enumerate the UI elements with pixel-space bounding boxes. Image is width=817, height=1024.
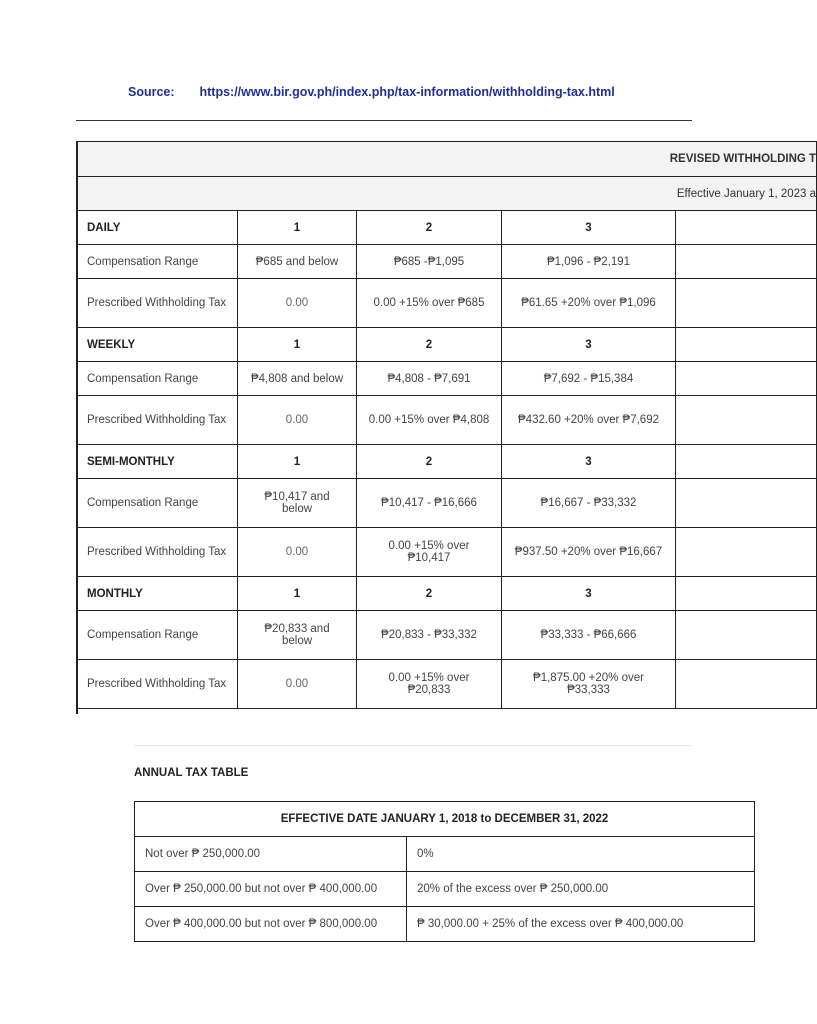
tax-cell bbox=[676, 660, 817, 709]
row-label: Prescribed Withholding Tax bbox=[77, 396, 238, 445]
row-label: Prescribed Withholding Tax bbox=[77, 528, 238, 577]
range-cell: ₱7,692 - ₱15,384 bbox=[502, 362, 676, 396]
range-cell: ₱33,333 - ₱66,666 bbox=[502, 611, 676, 660]
table-row bbox=[77, 328, 817, 362]
row-label: Prescribed Withholding Tax bbox=[77, 660, 238, 709]
tax-cell: 0.00 bbox=[238, 528, 357, 577]
range-cell: ₱20,833 and below bbox=[238, 611, 357, 660]
bracket-number: 2 bbox=[357, 211, 502, 245]
income-range-cell: Over ₱ 250,000.00 but not over ₱ 400,000.00 bbox=[135, 872, 407, 907]
range-cell bbox=[676, 245, 817, 279]
table-row bbox=[77, 660, 817, 709]
range-cell: ₱16,667 - ₱33,332 bbox=[502, 479, 676, 528]
income-range-cell: Over ₱ 400,000.00 but not over ₱ 800,000.00 bbox=[135, 907, 407, 942]
tax-cell bbox=[676, 279, 817, 328]
bracket-number: 2 bbox=[357, 328, 502, 362]
table-title-row bbox=[77, 142, 817, 177]
range-cell: ₱20,833 - ₱33,332 bbox=[357, 611, 502, 660]
source-url[interactable]: https://www.bir.gov.ph/index.php/tax-information/withholding-tax.html bbox=[199, 85, 615, 99]
table-title: REVISED WITHHOLDING T bbox=[77, 142, 817, 177]
bracket-number: 1 bbox=[238, 211, 357, 245]
range-cell: ₱4,808 and below bbox=[238, 362, 357, 396]
range-cell: ₱1,096 - ₱2,191 bbox=[502, 245, 676, 279]
table-row bbox=[77, 211, 817, 245]
table-row bbox=[135, 872, 755, 907]
table-row bbox=[77, 528, 817, 577]
table-row bbox=[77, 577, 817, 611]
bracket-cell bbox=[676, 445, 817, 479]
tax-cell: ₱432.60 +20% over ₱7,692 bbox=[502, 396, 676, 445]
withholding-table bbox=[76, 141, 817, 709]
period-label: DAILY bbox=[77, 211, 238, 245]
bracket-cell bbox=[676, 211, 817, 245]
table-row bbox=[77, 611, 817, 660]
table-effective: Effective January 1, 2023 a bbox=[77, 177, 817, 211]
table-row bbox=[135, 802, 755, 837]
bracket-number: 1 bbox=[238, 328, 357, 362]
row-label: Compensation Range bbox=[77, 479, 238, 528]
tax-cell: ₱1,875.00 +20% over ₱33,333 bbox=[502, 660, 676, 709]
range-cell bbox=[676, 479, 817, 528]
period-label: WEEKLY bbox=[77, 328, 238, 362]
tax-rate-cell: ₱ 30,000.00 + 25% of the excess over ₱ 400,000.00 bbox=[407, 907, 755, 942]
row-label: Compensation Range bbox=[77, 245, 238, 279]
range-cell: ₱685 and below bbox=[238, 245, 357, 279]
row-label: Compensation Range bbox=[77, 611, 238, 660]
range-cell: ₱685 -₱1,095 bbox=[357, 245, 502, 279]
table-row bbox=[135, 837, 755, 872]
tax-cell: 0.00 bbox=[238, 279, 357, 328]
bracket-number: 3 bbox=[502, 577, 676, 611]
bracket-number: 1 bbox=[238, 577, 357, 611]
annual-table-container bbox=[134, 801, 692, 941]
tax-rate-cell: 0% bbox=[407, 837, 755, 872]
income-range-cell: Not over ₱ 250,000.00 bbox=[135, 837, 407, 872]
range-cell: ₱4,808 - ₱7,691 bbox=[357, 362, 502, 396]
tax-cell: 0.00 bbox=[238, 660, 357, 709]
source-line bbox=[128, 85, 615, 99]
bracket-number: 3 bbox=[502, 211, 676, 245]
period-label: SEMI-MONTHLY bbox=[77, 445, 238, 479]
range-cell: ₱10,417 and below bbox=[238, 479, 357, 528]
tax-cell: 0.00 +15% over ₱20,833 bbox=[357, 660, 502, 709]
tax-rate-cell: 20% of the excess over ₱ 250,000.00 bbox=[407, 872, 755, 907]
section-divider bbox=[134, 745, 692, 746]
table-effective-row bbox=[77, 177, 817, 211]
tax-cell: ₱937.50 +20% over ₱16,667 bbox=[502, 528, 676, 577]
divider bbox=[76, 120, 692, 121]
bracket-cell bbox=[676, 328, 817, 362]
table-row bbox=[77, 362, 817, 396]
annual-table-header: EFFECTIVE DATE JANUARY 1, 2018 to DECEMBER 31, 2022 bbox=[135, 802, 755, 837]
withholding-table-container bbox=[76, 141, 817, 714]
tax-cell: ₱61.65 +20% over ₱1,096 bbox=[502, 279, 676, 328]
bracket-number: 3 bbox=[502, 328, 676, 362]
row-label: Prescribed Withholding Tax bbox=[77, 279, 238, 328]
tax-cell: 0.00 +15% over ₱685 bbox=[357, 279, 502, 328]
tax-cell: 0.00 +15% over ₱10,417 bbox=[357, 528, 502, 577]
annual-table bbox=[134, 801, 755, 942]
annual-table-title: ANNUAL TAX TABLE bbox=[134, 767, 249, 779]
bracket-number: 3 bbox=[502, 445, 676, 479]
range-cell bbox=[676, 611, 817, 660]
period-label: MONTHLY bbox=[77, 577, 238, 611]
row-label: Compensation Range bbox=[77, 362, 238, 396]
bracket-number: 1 bbox=[238, 445, 357, 479]
table-row bbox=[77, 396, 817, 445]
table-left-border bbox=[76, 141, 78, 714]
bracket-cell bbox=[676, 577, 817, 611]
table-row bbox=[77, 245, 817, 279]
bracket-number: 2 bbox=[357, 445, 502, 479]
table-row bbox=[77, 445, 817, 479]
range-cell: ₱10,417 - ₱16,666 bbox=[357, 479, 502, 528]
bracket-number: 2 bbox=[357, 577, 502, 611]
tax-cell bbox=[676, 528, 817, 577]
tax-cell: 0.00 bbox=[238, 396, 357, 445]
table-row bbox=[77, 279, 817, 328]
range-cell bbox=[676, 362, 817, 396]
table-row bbox=[135, 907, 755, 942]
tax-cell: 0.00 +15% over ₱4,808 bbox=[357, 396, 502, 445]
source-label: Source: bbox=[128, 85, 175, 99]
tax-cell bbox=[676, 396, 817, 445]
table-row bbox=[77, 479, 817, 528]
